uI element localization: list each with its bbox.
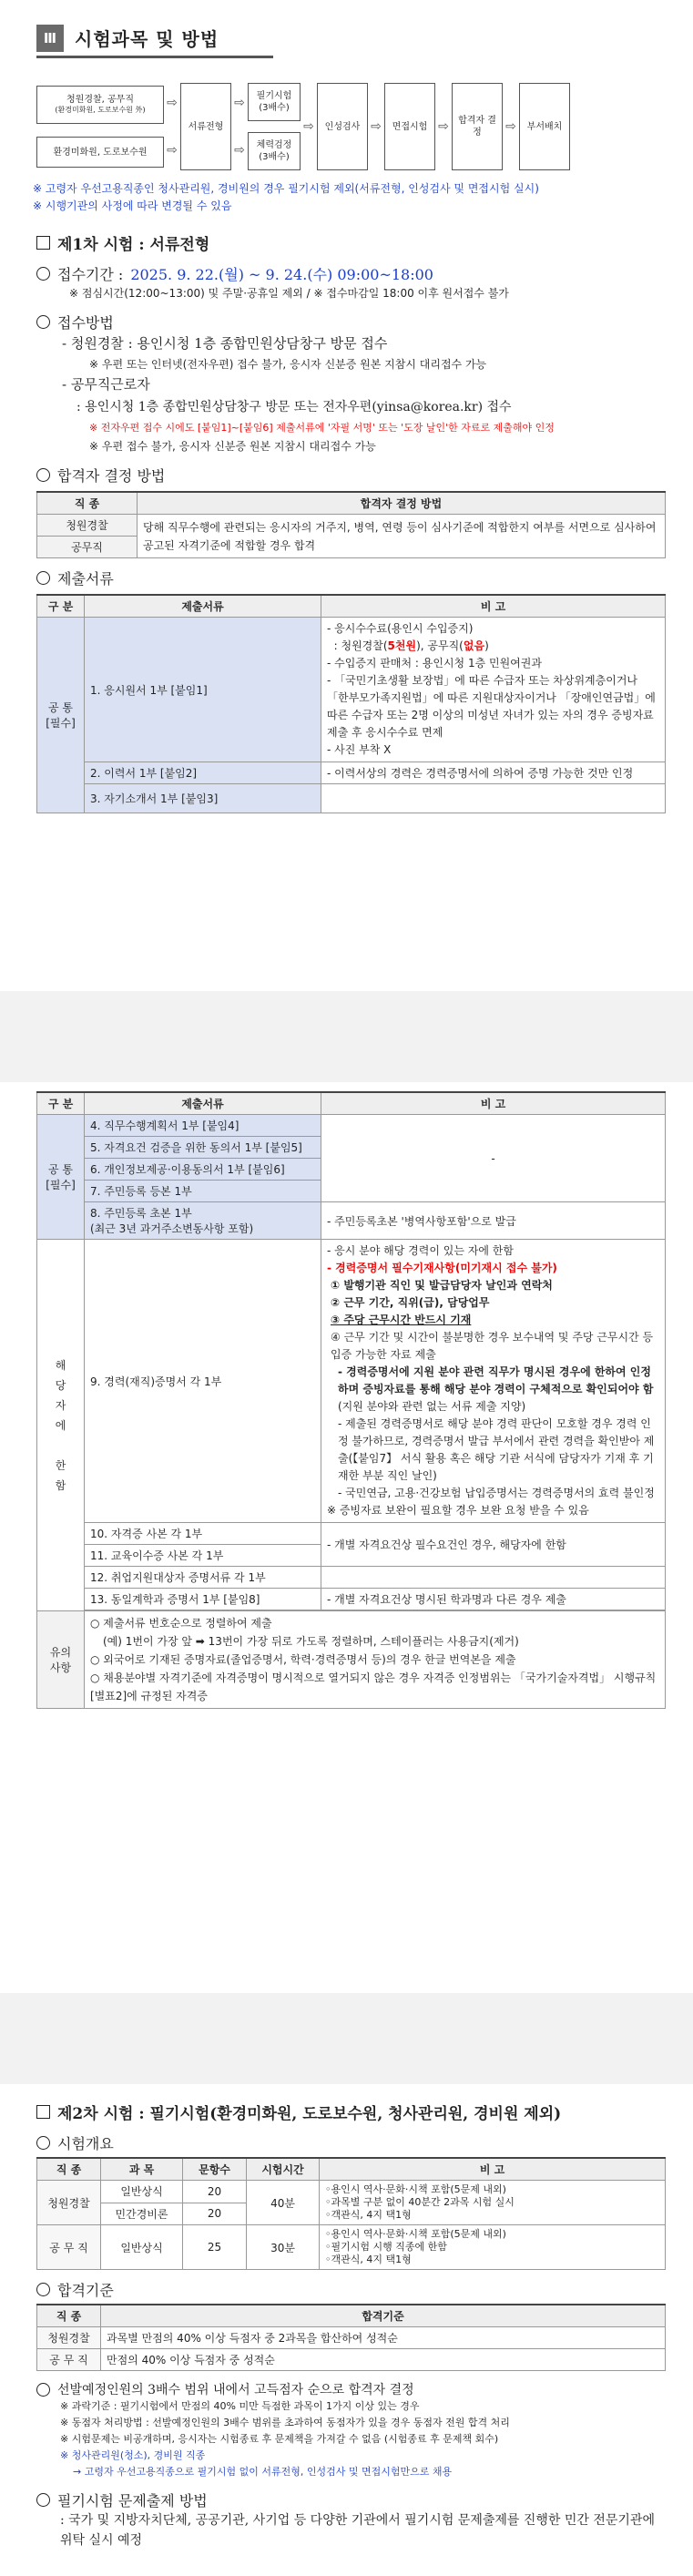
table-header: 비 고 [321,1092,666,1115]
method-worker-note-2: ※ 우편 접수 불가, 응시자 신분증 원본 지참시 대리접수 가능 [89,440,376,453]
table-cell: 25 [183,2225,247,2270]
square-bullet-icon [36,2105,50,2119]
table-cell: 과목별 만점의 40% 이상 득점자 중 2과목을 합산하여 성적순 [101,2327,666,2349]
table-header: 과 목 [101,2158,183,2181]
group-label: 해 당 자 에 한 함 [37,1240,85,1611]
arrow-icon: ⇨ [234,143,245,158]
pass-heading: 합격기준 [36,2279,666,2300]
table-cell: ◦용인시 역사·문화·시책 포함(5문제 내외) ◦과목별 구분 없이 40분간 2과목 시험 실시 ◦객관식, 4지 택1형 [320,2181,666,2225]
table-cell: 민간경비론 [101,2203,183,2225]
doc-item: 1. 응시원서 1부 [붙임1] [85,618,321,762]
circle-bullet-icon [36,468,50,482]
page-segment-2 [0,1082,693,1993]
process-flow [36,77,666,177]
flow-box-applicants-2: 환경미화원, 도로보수원 [36,137,164,168]
square-bullet-icon [36,236,50,250]
doc-item: 2. 이력서 1부 [붙임2] [85,762,321,784]
table-cell: 청원경찰 [37,2181,101,2225]
table-header: 제출서류 [85,595,321,618]
arrow-icon: ⇨ [167,96,178,110]
flow-box-assignment: 부서배치 [519,83,570,170]
flow-box-decision: 합격자 결 정 [452,83,503,170]
doc-item: 3. 자기소개서 1부 [붙임3] [85,784,321,813]
table-header: 비 고 [320,2158,666,2181]
section-header [36,20,273,58]
arrow-icon: ⇨ [234,96,245,110]
table-header: 문항수 [183,2158,247,2181]
doc-item: 5. 자격요건 검증을 위한 동의서 1부 [붙임5] [85,1137,321,1159]
page-segment-1 [0,0,693,991]
method-worker-detail: : 용인시청 1층 종합민원상담창구 방문 또는 전자우편(yinsa@korea.kr) 접수 [76,400,512,414]
doc-item: 7. 주민등록 등본 1부 [85,1181,321,1202]
table-cell: 청원경찰 [37,2327,101,2349]
page-gap [0,1993,693,2084]
section-number: Ⅲ [36,25,64,52]
table-cell: 당해 직무수행에 관련되는 응시자의 거주지, 병역, 연령 등이 심사기준에 적합한지 여부를 서면으로 심사하여 공고된 자격기준에 적합할 경우 합격 [138,515,666,558]
table-header: 합격기준 [101,2305,666,2327]
selection-notes: ※ 과락기준 : 필기시험에서 만점의 40% 미만 득점한 과목이 1가지 이상 있는 경우 ※ 동점자 처리방법 : 선발예정인원의 3배수 범위를 초과하여 동점자가 있을 경우 동점자 전원 합격 처리 ※ 시험문제는 비공개하며, 응시자는 시험종료 후 문제책을 가져갈 수 없음 (시험종료 후 문제책 회수) ※ 청사관리원(청소), 경비원 직종 → 고령자 우선고용직종으로 필기시험 없이 서류전형, 인성검사 및 면접시험만으로 채용 [60,2400,510,2478]
arrow-icon: ⇨ [167,143,178,158]
table-header: 합격자 결정 방법 [138,492,666,515]
group-label: 공 통 [필수] [37,618,85,813]
table-cell: 공무직 [37,537,138,558]
circle-bullet-icon [36,2493,50,2507]
table-cell: 청원경찰 [37,515,138,537]
table-header: 구 분 [37,595,85,618]
doc-remark: - 개별 자격요건상 명시된 학과명과 다른 경우 제출 [321,1589,666,1610]
table-cell: 일반상식 [101,2225,183,2270]
circle-bullet-icon [36,2283,50,2296]
org-text: : 국가 및 지방자치단체, 공공기관, 사기업 등 다양한 기관에서 필기시험 문제출제를 진행한 민간 전문기관에 위탁 실시 예정 [60,2513,655,2548]
table-cell: 공 무 직 [37,2349,101,2371]
arrow-icon: ⇨ [438,119,449,134]
doc-remark: - 이력서상의 경력은 경력증명서에 의하여 증명 가능한 것만 인정 [321,762,666,784]
flow-box-physical: 체력검정 (3배수) [248,132,301,170]
arrow-icon: ⇨ [371,119,382,134]
overview-heading: 시험개요 [36,2132,666,2153]
doc-item: 4. 직무수행계획서 1부 [붙임4] [85,1115,321,1137]
table-cell: 20 [183,2203,247,2225]
exam-overview-table [36,2157,666,2270]
decision-heading: 합격자 결정 방법 [36,465,666,486]
stage2-heading: 제2차 시험 : 필기시험(환경미화원, 도로보수원, 청사관리원, 경비원 제외) [36,2101,666,2123]
doc-item: 10. 자격증 사본 각 1부 [85,1523,321,1545]
page-gap [0,991,693,1082]
table-header: 직 종 [37,2305,101,2327]
flow-box-applicants: 청원경찰, 공무직 (환경미화원, 도로보수원 外) [36,86,164,124]
doc-remark: - 개별 자격요건상 필수요건인 경우, 해당자에 한함 [321,1523,666,1567]
doc-item: 11. 교육이수증 사본 각 1부 [85,1545,321,1567]
group-label: 공 통 [필수] [37,1115,85,1240]
table-cell: 40분 [247,2181,320,2225]
circle-bullet-icon [36,315,50,329]
table-cell: 만점의 40% 이상 득점자 중 성적순 [101,2349,666,2371]
caution-label: 유의 사항 [37,1611,85,1709]
flow-box-personality: 인성검사 [317,83,368,170]
table-header: 직 종 [37,492,138,515]
table-header: 시험시간 [247,2158,320,2181]
table-header: 제출서류 [85,1092,321,1115]
docs-heading: 제출서류 [36,567,666,588]
circle-bullet-icon [36,267,50,281]
pass-criteria-table [36,2304,666,2371]
table-cell: 30분 [247,2225,320,2270]
table-cell: 공 무 직 [37,2225,101,2270]
arrow-icon: ⇨ [505,119,516,134]
table-cell: 일반상식 [101,2181,183,2203]
org-heading: 필기시험 문제출제 방법 [36,2489,666,2510]
table-cell: ◦용인시 역사·문화·시책 포함(5문제 내외) ◦필기시험 시행 직종에 한함 ◦객관식, 4지 택1형 [320,2225,666,2270]
method-guard: - 청원경찰 : 용인시청 1층 종합민원상담창구 방문 접수 [62,335,388,352]
method-worker: - 공무직근로자 [62,376,150,393]
caution-content: ○ 제출서류 번호순으로 정렬하여 제출 (예) 1번이 가장 앞 ➡ 13번이 가장 뒤로 가도록 정렬하며, 스테이플러는 사용금지(제거) ○ 외국어로 기재된 증명자료(졸업증명서, 학력·경력증명서 등)의 경우 한글 번역본을 제출 ○ 채용분야별 자격기준에 자격증명이 명시적으로 열거되지 않은 경우 자격증 인정범위는 「국가기술자격법」 시행규칙 [별표2]에 규정된 자격증 [85,1611,666,1709]
flow-box-interview: 면접시험 [384,83,435,170]
page-segment-3 [0,2084,693,2576]
flow-box-written: 필기시험 (3배수) [248,83,301,121]
decision-table [36,491,666,558]
circle-bullet-icon [36,2383,50,2397]
doc-item: 9. 경력(재직)증명서 각 1부 [85,1240,321,1523]
table-cell: 20 [183,2181,247,2203]
table-header: 구 분 [37,1092,85,1115]
docs-table-2 [36,1091,666,1709]
doc-remark [321,784,666,813]
doc-remark: - 응시수수료(용인시 수입증지) : 청원경찰(5천원), 공무직(없음) - 수입증지 판매처 : 용인시청 1층 민원여권과 - 「국민기초생활 보장법」에 따른 수급자 또는 차상위계층이거나 「한부모가족지원법」에 따른 지원대상자이거나 「장애인연금법」에 따른 수급자 또는 2명 이상의 미성년 자녀가 있는 자의 경우 증빙자료 제출 후 응시수수료 면제 - 사진 부착 X [321,618,666,762]
doc-item: 12. 취업지원대상자 증명서류 각 1부 [85,1567,321,1589]
method-heading: 접수방법 [36,312,666,332]
stage1-heading: 제1차 시험 : 서류전형 [36,231,666,254]
doc-item: 6. 개인정보제공·이용동의서 1부 [붙임6] [85,1159,321,1181]
doc-remark [321,1567,666,1589]
selection-heading: 선발예정인원의 3배수 범위 내에서 고득점자 순으로 합격자 결정 [36,2380,666,2398]
note-exempt: ※ 고령자 우선고용직종인 청사관리원, 경비원의 경우 필기시험 제외(서류전형, 인성검사 및 면접시험 실시) [33,182,539,195]
arrow-icon: ⇨ [303,119,314,134]
period-note: ※ 점심시간(12:00~13:00) 및 주말·공휴일 제외 / ※ 접수마감일 18:00 이후 원서접수 불가 [69,287,509,300]
fee-line: : 청원경찰(5천원), 공무직(없음) [327,639,489,652]
method-worker-note-1: ※ 전자우편 접수 시에도 [붙임1]~[붙임6] 제출서류에 '자필 서명' 또는 '도장 날인'한 자료로 제출해야 인정 [89,422,555,434]
circle-bullet-icon [36,571,50,585]
doc-remark: - 응시 분야 해당 경력이 있는 자에 한함 - 경력증명서 필수기재사항(미기재시 접수 불가) ① 발행기관 직인 및 발급담당자 날인과 연락처 ② 근무 기간, 직위(급), 담당업무 ③ 주당 근무시간 반드시 기재 ④ 근무 기간 및 시간이 불분명한 경우 보수내역 및 주당 근무시간 등 입증 가능한 자료 제출 - 경력증명서에 지원 분야 관련 직무가 명시된 경우에 한하여 인정하며 증빙자료를 통해 해당 분야 경력이 구체적으로 확인되어야 함 (지원 분야와 관련 없는 서류 제출 지양) - 제출된 경력증명서로 해당 분야 경력 판단이 모호할 경우 경력 인정 불가하므로, 경력증명서 발급 부서에서 관련 경력을 확인받아 제출(【붙임7】 서식 활용 혹은 해당 기관 서식에 담당자가 기재 후 기재한 부분 직인 날인) - 국민연금, 고용·건강보험 납입증명서는 경력증명서의 효력 불인정 ※ 증빙자료 보완이 필요할 경우 보완 요청 받을 수 있음 [321,1240,666,1523]
flow-box-document: 서류전형 [180,83,231,170]
method-guard-note: ※ 우편 또는 인터넷(전자우편) 접수 불가, 응시자 신분증 원본 지참시 대리접수 가능 [89,358,487,371]
circle-bullet-icon [36,2136,50,2150]
note-change: ※ 시행기관의 사정에 따라 변경될 수 있음 [33,199,232,212]
table-header: 비 고 [321,595,666,618]
period-heading: 접수기간 : 2025. 9. 22.(월) ~ 9. 24.(수) 09:00~18:00 [36,263,666,284]
docs-table-1 [36,594,666,813]
doc-remark: - [321,1115,666,1202]
doc-remark: - 주민등록초본 '병역사항포함'으로 발급 [321,1202,666,1240]
doc-item: 8. 주민등록 초본 1부 (최근 3년 과거주소변동사항 포함) [85,1202,321,1240]
table-header: 직 종 [37,2158,101,2181]
doc-item: 13. 동일계학과 증명서 1부 [붙임8] [85,1589,321,1610]
section-title: 시험과목 및 방법 [75,28,219,50]
